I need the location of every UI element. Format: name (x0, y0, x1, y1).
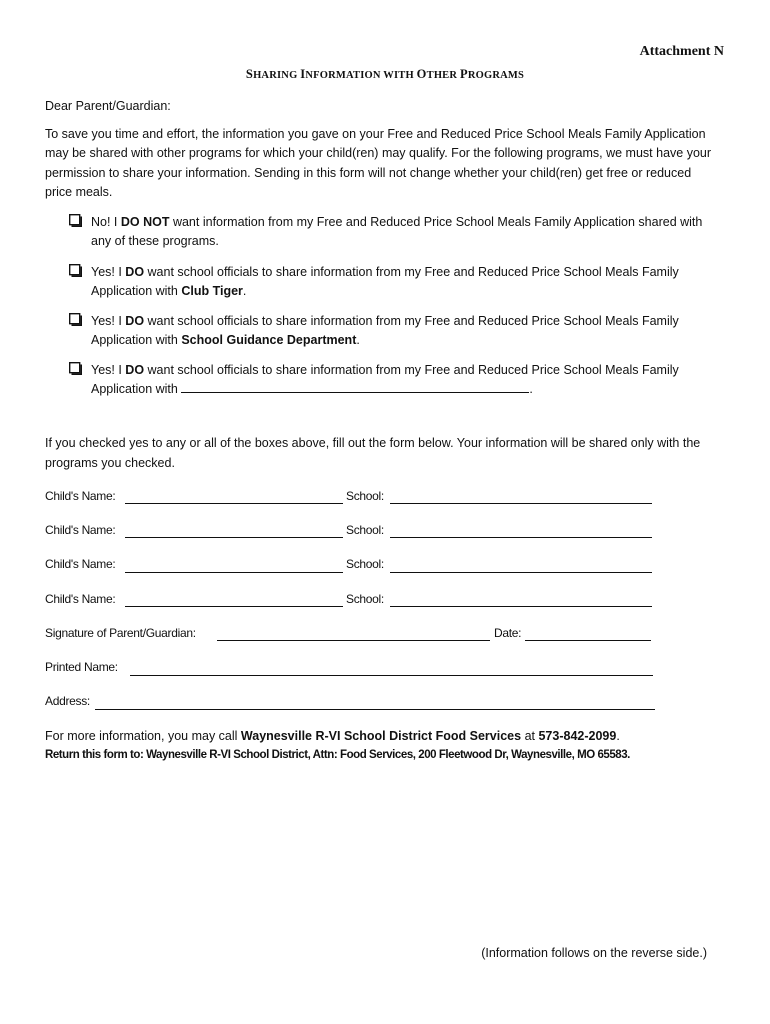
option-no-share (69, 213, 709, 251)
child-name-field[interactable] (125, 503, 343, 504)
instructions: If you checked yes to any or all of the boxes above, fill out the form below. Your information will be shared only with the programs you checked. (45, 436, 701, 470)
option-text: No! I DO NOT want information from my Free and Reduced Price School Meals Family Application shared with any of these programs. (91, 215, 703, 248)
date-label: Date: (494, 626, 522, 640)
intro-paragraph: To save you time and effort, the information you gave on your Free and Reduced Price School Meals Family Application may be shared with other programs for which your child(ren) may qualify. For the following programs, we must have your permission to share your information. Sending in this form will not change whether your child(ren) get free or reduced price meals. (45, 127, 712, 199)
attachment-label: Attachment N (639, 44, 724, 59)
school-label: School: (346, 489, 384, 503)
child-name-label: Child's Name: (45, 489, 116, 503)
option-text: Yes! I DO want school officials to share information from my Free and Reduced Price School Meals Family Application with . (91, 363, 679, 396)
option-text: Yes! I DO want school officials to share information from my Free and Reduced Price School Meals Family Application with School Guidance Department. (91, 314, 679, 347)
address-field[interactable] (95, 709, 655, 710)
printed-name-label: Printed Name: (45, 660, 118, 674)
signature-label: Signature of Parent/Guardian: (45, 626, 196, 640)
school-field[interactable] (390, 572, 652, 573)
option-text: Yes! I DO want school officials to share information from my Free and Reduced Price School Meals Family Application with Club Tiger. (91, 265, 679, 298)
checkbox-other[interactable] (69, 362, 82, 375)
signature-field[interactable] (217, 640, 490, 641)
school-label: School: (346, 557, 384, 571)
date-field[interactable] (525, 640, 651, 641)
child-name-label: Child's Name: (45, 557, 116, 571)
checkbox-guidance[interactable] (69, 313, 82, 326)
child-name-label: Child's Name: (45, 592, 116, 606)
option-club-tiger (69, 263, 709, 301)
address-label: Address: (45, 694, 90, 708)
child-name-field[interactable] (125, 572, 343, 573)
return-address: Return this form to: Waynesville R-VI School District, Attn: Food Services, 200 Fleetwood Dr, Waynesville, MO 65583. (45, 749, 630, 761)
school-label: School: (346, 592, 384, 606)
child-name-field[interactable] (125, 537, 343, 538)
page-title: SHARING INFORMATION WITH OTHER PROGRAMS (245, 67, 525, 81)
printed-name-field[interactable] (130, 675, 653, 676)
school-field[interactable] (390, 606, 652, 607)
school-label: School: (346, 523, 384, 537)
contact-info: For more information, you may call Waynesville R-VI School District Food Services at 573-842-2099. (45, 729, 620, 743)
option-guidance (69, 312, 709, 350)
salutation: Dear Parent/Guardian: (45, 99, 171, 113)
child-name-label: Child's Name: (45, 523, 116, 537)
child-name-field[interactable] (125, 606, 343, 607)
checkbox-no-share[interactable] (69, 214, 82, 227)
school-field[interactable] (390, 503, 652, 504)
school-field[interactable] (390, 537, 652, 538)
option-other (69, 361, 709, 399)
checkbox-club-tiger[interactable] (69, 264, 82, 277)
other-program-blank[interactable] (181, 380, 529, 393)
footer-note: (Information follows on the reverse side.) (481, 946, 707, 960)
